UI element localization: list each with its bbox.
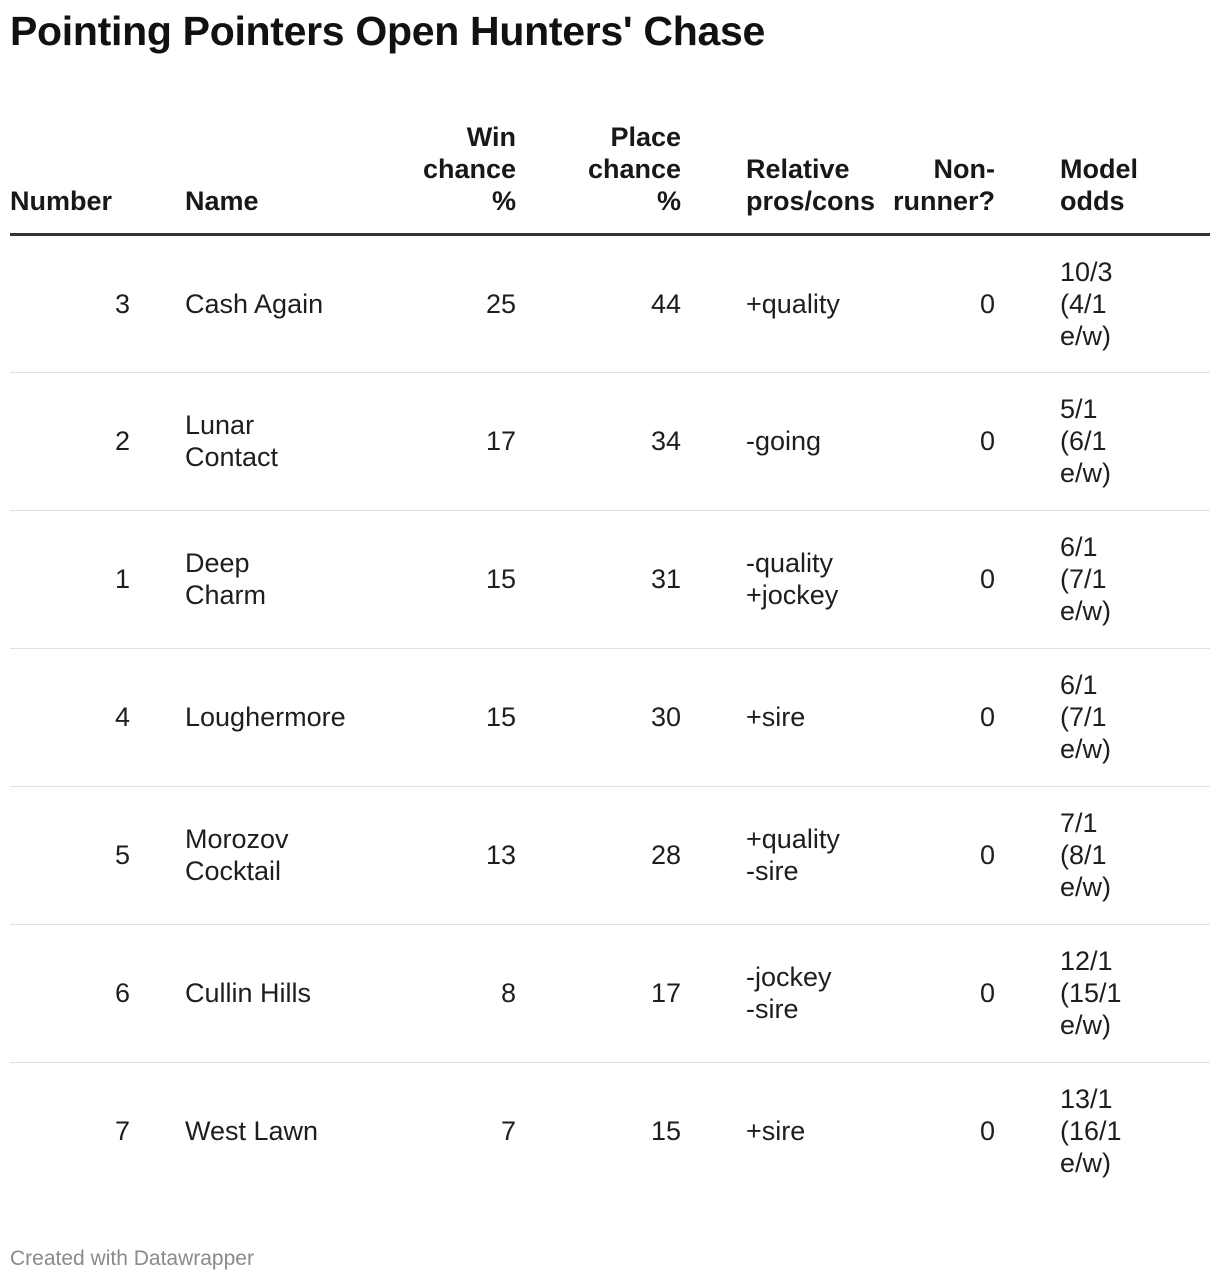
cell-horse-name: Morozov Cocktail xyxy=(130,786,326,924)
cell-number: 4 xyxy=(10,648,130,786)
table-row xyxy=(10,510,1210,648)
cell-relative-pros-cons: -going xyxy=(681,372,871,510)
cell-non-runner: 0 xyxy=(871,924,995,1062)
cell-win-chance: 15 xyxy=(326,510,516,648)
cell-model-odds: 13/1 (16/1 e/w) xyxy=(1060,1084,1122,1179)
cell-number: 5 xyxy=(10,786,130,924)
cell-win-chance: 25 xyxy=(326,234,516,372)
table-row xyxy=(10,924,1210,1062)
cell-number: 6 xyxy=(10,924,130,1062)
table-row xyxy=(10,372,1210,510)
cell-model-odds: 5/1 (6/1 e/w) xyxy=(995,372,1210,510)
cell-win-chance: 13 xyxy=(326,786,516,924)
header-win-chance[interactable]: Win chance % xyxy=(326,106,516,234)
cell-non-runner: 0 xyxy=(871,372,995,510)
cell-relative-pros-cons: +sire xyxy=(681,648,871,786)
cell-horse-name: Deep Charm xyxy=(130,510,326,648)
cell-model-odds: 6/1 (7/1 e/w) xyxy=(995,648,1210,786)
datawrapper-credit: Created with Datawrapper xyxy=(10,1247,254,1270)
cell-non-runner: 0 xyxy=(871,648,995,786)
header-relative-pros-cons[interactable]: Relative pros/cons xyxy=(681,106,871,234)
race-table xyxy=(10,106,1210,1200)
cell-horse-name: Loughermore xyxy=(130,648,326,786)
cell-horse-name: Lunar Contact xyxy=(130,372,326,510)
cell-model-odds: 12/1 (15/1 e/w) xyxy=(995,924,1210,1062)
header-model-odds[interactable]: Model odds xyxy=(995,106,1210,234)
table-header-row xyxy=(10,106,1210,234)
header-name[interactable]: Name xyxy=(130,106,326,234)
cell-horse-name: Cullin Hills xyxy=(130,924,326,1062)
cell-place-chance: 44 xyxy=(516,234,681,372)
cell-model-odds: 7/1 (8/1 e/w) xyxy=(995,786,1210,924)
cell-win-chance: 8 xyxy=(326,924,516,1062)
cell-relative-pros-cons: +sire xyxy=(746,1116,806,1147)
cell-horse-name: West Lawn xyxy=(185,1116,319,1147)
chart-title: Pointing Pointers Open Hunters' Chase xyxy=(10,8,765,54)
header-place-chance[interactable]: Place chance % xyxy=(516,106,681,234)
cell-non-runner: 0 xyxy=(871,510,995,648)
cell-place-chance: 28 xyxy=(516,786,681,924)
cell-relative-pros-cons: +quality -sire xyxy=(681,786,871,924)
cell-number: 2 xyxy=(10,372,130,510)
cell-place-chance: 34 xyxy=(516,372,681,510)
table-row xyxy=(10,648,1210,786)
table-row xyxy=(10,786,1210,924)
cell-number: 7 xyxy=(114,1116,130,1147)
header-non-runner[interactable]: Non- runner? xyxy=(871,106,995,234)
cell-non-runner: 0 xyxy=(871,786,995,924)
cell-number: 1 xyxy=(10,510,130,648)
cell-place-chance: 31 xyxy=(516,510,681,648)
cell-relative-pros-cons: -quality +jockey xyxy=(681,510,871,648)
header-number[interactable]: Number xyxy=(10,106,130,234)
cell-win-chance: 7 xyxy=(500,1116,516,1147)
cell-non-runner: 0 xyxy=(871,234,995,372)
cell-relative-pros-cons: +quality xyxy=(681,234,871,372)
table-row xyxy=(10,234,1210,372)
cell-model-odds: 6/1 (7/1 e/w) xyxy=(995,510,1210,648)
cell-place-chance: 30 xyxy=(516,648,681,786)
cell-non-runner: 0 xyxy=(979,1116,995,1147)
cell-number: 3 xyxy=(10,234,130,372)
table-row xyxy=(10,1062,1210,1200)
cell-win-chance: 15 xyxy=(326,648,516,786)
cell-place-chance: 15 xyxy=(650,1116,681,1147)
cell-model-odds: 10/3 (4/1 e/w) xyxy=(995,234,1210,372)
cell-place-chance: 17 xyxy=(516,924,681,1062)
cell-win-chance: 17 xyxy=(326,372,516,510)
cell-relative-pros-cons: -jockey -sire xyxy=(681,924,871,1062)
cell-horse-name: Cash Again xyxy=(130,234,326,372)
table-body xyxy=(10,234,1210,1200)
